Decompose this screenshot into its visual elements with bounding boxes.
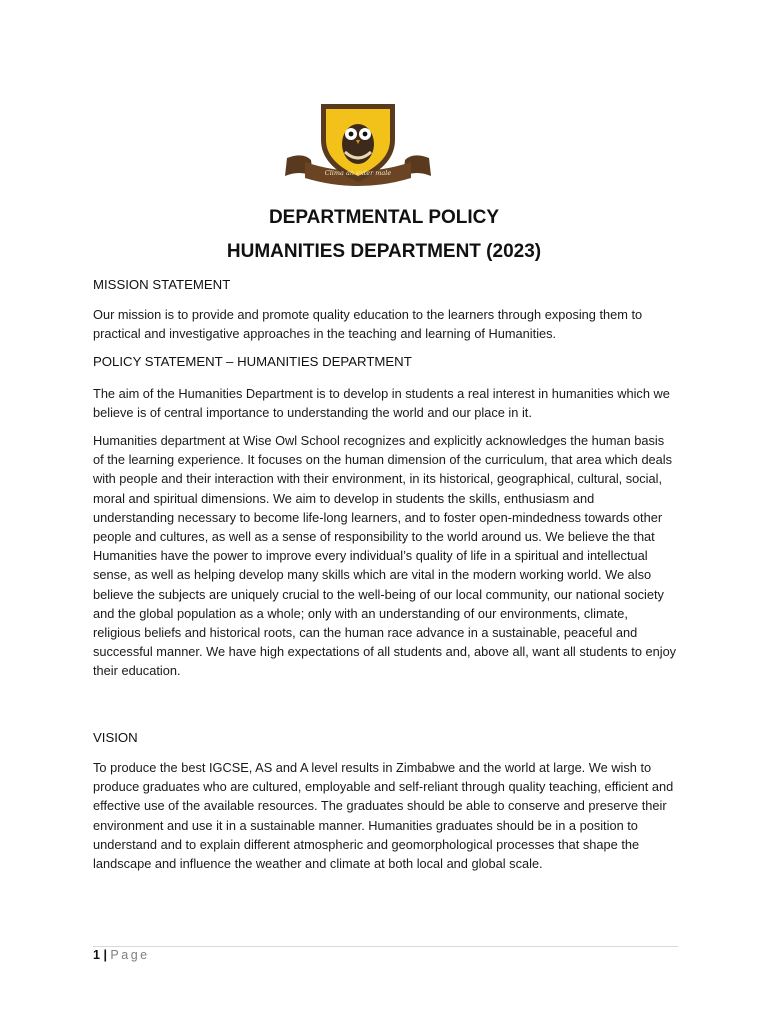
document-title: DEPARTMENTAL POLICY (268, 207, 500, 228)
policy-paragraph-1: The aim of the Humanities Department is to develop in students a real interest in humanities which we believe is of central importance to understanding the world and our place in it. (93, 386, 670, 421)
policy-heading: POLICY STATEMENT – HUMANITIES DEPARTMENT (93, 354, 412, 369)
mission-paragraph: Our mission is to provide and promote quality education to the learners through exposing them to practical and investigative approaches in the teaching and learning of Humanities. (93, 307, 643, 342)
page-label: Page (110, 948, 150, 962)
document-subtitle: HUMANITIES DEPARTMENT (2023) (226, 241, 542, 262)
mission-heading: MISSION STATEMENT (93, 277, 231, 292)
crest-motto: Clima an exter male (324, 169, 392, 177)
vision-paragraph: To produce the best IGCSE, AS and A level results in Zimbabwe and the world at large. We wish to produce graduates who are cultured, employable and self-reliant through quality teaching, efficient and effective use of the available resources. The graduates should be able to conserve and preserve their environment and use it in a sustainable manner. Humanities graduates should be in a position to understand and to explain different atmospheric and geomorphological processes that shape the landscape and influence the weather and climate at both local and global scale. (93, 760, 674, 872)
school-crest-logo (283, 96, 433, 192)
page-footer (93, 948, 150, 962)
footer-divider (93, 946, 678, 947)
footer-separator: | (103, 948, 107, 962)
page-number: 1 (93, 948, 100, 962)
vision-heading: VISION (93, 730, 138, 745)
policy-paragraph-2: Humanities department at Wise Owl School recognizes and explicitly acknowledges the human basis of the learning experience. It focuses on the human dimension of the curriculum, that area which deals with people and their interaction with their environment, in its historical, geographical, cultural, social, moral and spiritual dimensions. We aim to develop in students the skills, enthusiasm and understanding necessary to become life-long learners, and to foster open-mindedness towards other people and cultures, as well as a sense of responsibility to the world around us. We believe the that Humanities have the power to improve every individual’s quality of life in a spiritual and intellectual sense, as well as helping develop many skills which are vital in the modern working world. We also believe the subjects are uniquely crucial to the well-being of our local community, our national society and the global population as a whole; only with an understanding of our environments, climate, religious beliefs and historical roots, can the human race advance in a sustainable, peaceful and successful manner. We have high expectations of all students and, above all, want all students to enjoy their education. (93, 433, 677, 679)
